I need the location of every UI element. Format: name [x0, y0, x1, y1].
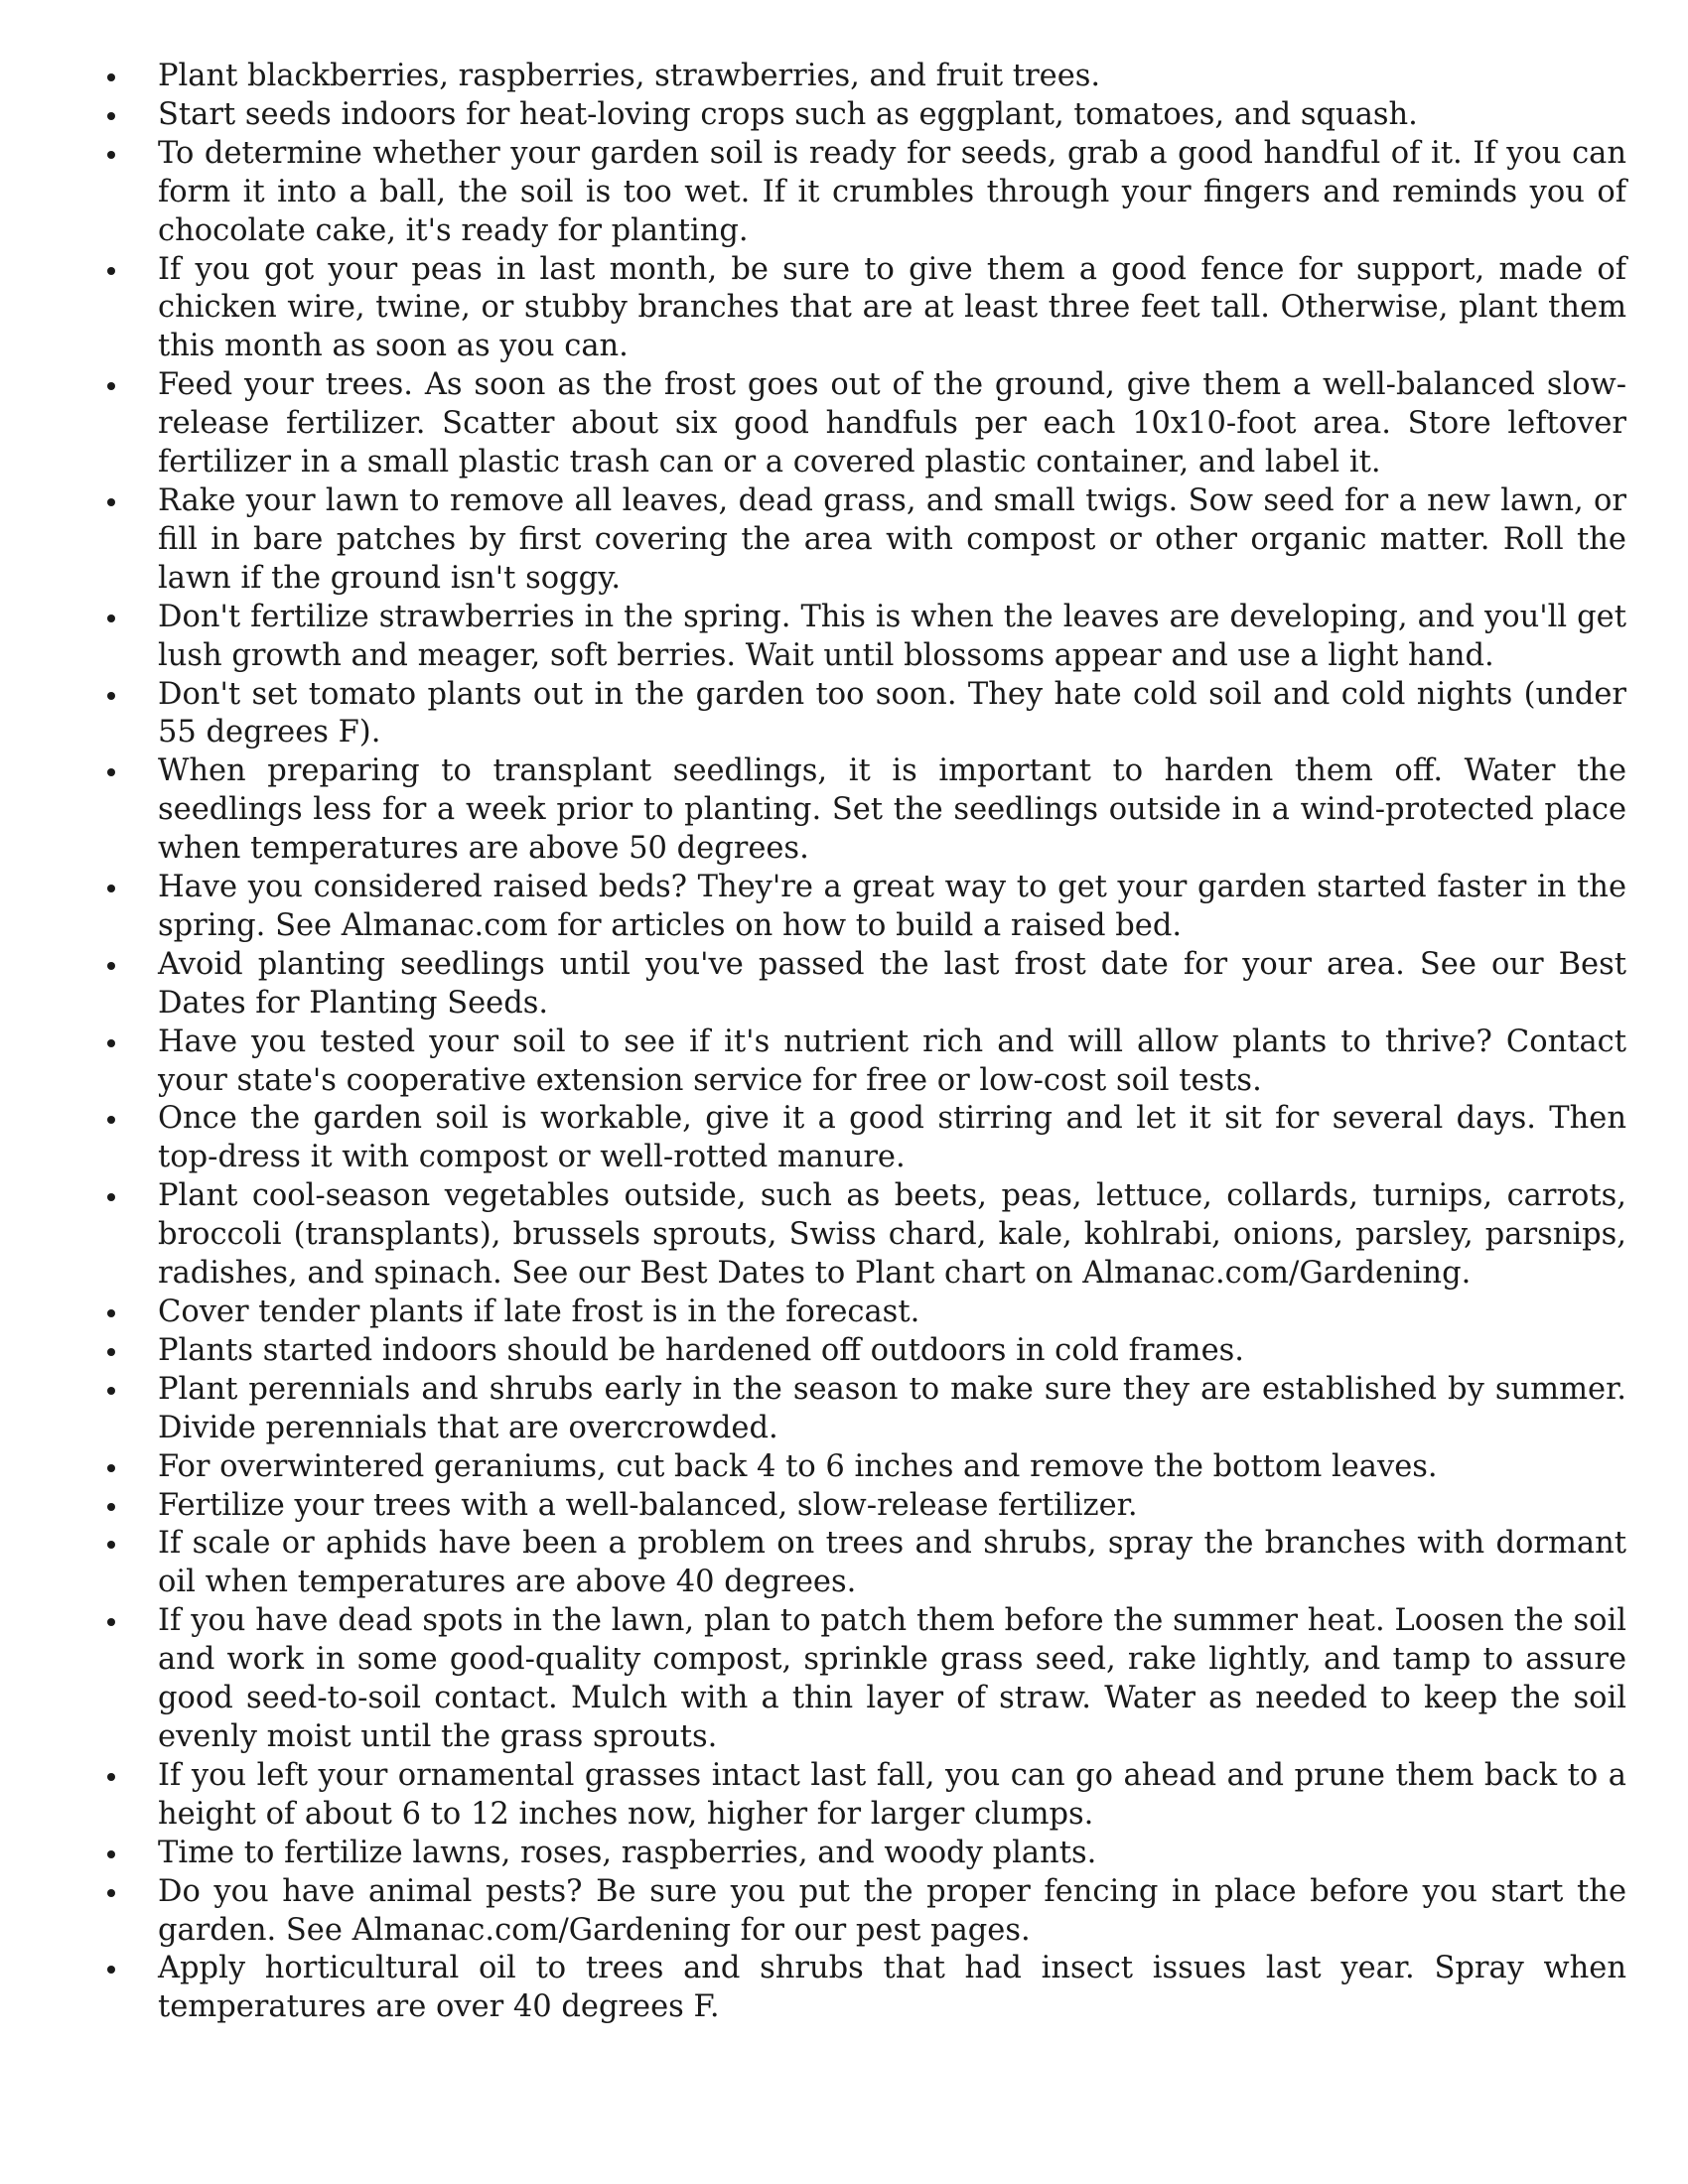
bullet-icon — [107, 768, 115, 776]
bullet-icon — [107, 498, 115, 506]
tip-text: For overwintered geraniums, cut back 4 to 6 inches and remove the bottom leaves. — [158, 1448, 1438, 1484]
tip-text: If scale or aphids have been a problem on trees and shrubs, spray the branches with dormant oil when temperatures are above 40 degrees. — [158, 1526, 1626, 1600]
bullet-icon — [107, 1889, 115, 1897]
bullet-icon — [107, 1039, 115, 1047]
list-item — [107, 1448, 1626, 1487]
bullet-icon — [107, 1541, 115, 1549]
list-item — [107, 599, 1626, 676]
bullet-icon — [107, 1850, 115, 1858]
tip-text: Plants started indoors should be hardened off outdoors in cold frames. — [158, 1332, 1244, 1368]
bullet-icon — [107, 1348, 115, 1356]
list-item — [107, 1294, 1626, 1332]
list-item — [107, 1100, 1626, 1177]
bullet-icon — [107, 1618, 115, 1626]
tip-text: If you have dead spots in the lawn, plan to patch them before the summer heat. Loosen the soil and work in some good-quality compost, sprinkle grass seed, rake lightly, and tamp to assure good seed-to-soil contact. Mulch with a thin layer of straw. Water as needed to keep the soil evenly moist until the grass sprouts. — [158, 1603, 1626, 1754]
bullet-icon — [107, 151, 115, 159]
bullet-icon — [107, 1193, 115, 1201]
bullet-icon — [107, 692, 115, 700]
tip-text: Apply horticultural oil to trees and shrubs that had insect issues last year. Spray when temperatures are over 40 degrees F. — [158, 1951, 1626, 2025]
bullet-icon — [107, 73, 115, 81]
tip-text: Once the garden soil is workable, give it a good stirring and let it sit for several days. Then top-dress it with compost or well-rotted manure. — [158, 1101, 1626, 1175]
list-item — [107, 96, 1626, 135]
list-item — [107, 251, 1626, 367]
bullet-icon — [107, 962, 115, 970]
bullet-icon — [107, 1387, 115, 1395]
tip-text: Have you considered raised beds? They're a great way to get your garden started faster in the spring. See Almanac.com for articles on how to build a raised bed. — [158, 870, 1626, 943]
tip-text: Don't set tomato plants out in the garden too soon. They hate cold soil and cold nights (under 55 degrees F). — [158, 676, 1626, 751]
tip-text: Start seeds indoors for heat-loving crops such as eggplant, tomatoes, and squash. — [158, 96, 1418, 132]
tip-text: Don't fertilize strawberries in the spring. This is when the leaves are developing, and you'll get lush growth and meager, soft berries. Wait until blossoms appear and use a light hand. — [158, 599, 1626, 673]
list-item — [107, 1177, 1626, 1294]
bullet-icon — [107, 1464, 115, 1472]
tip-text: Plant perennials and shrubs early in the season to make sure they are established by summer. Divide perennials that are overcrowded. — [158, 1371, 1626, 1445]
tip-text: Have you tested your soil to see if it's nutrient rich and will allow plants to thrive? Contact your state's cooperative extension service for free or low-cost soil tests. — [158, 1024, 1626, 1098]
list-item — [107, 1757, 1626, 1835]
bullet-icon — [107, 1503, 115, 1511]
bullet-icon — [107, 1966, 115, 1974]
list-item — [107, 135, 1626, 251]
bullet-icon — [107, 1116, 115, 1124]
tip-text: If you left your ornamental grasses intact last fall, you can go ahead and prune them back to a height of about 6 to 12 inches now, higher for larger clumps. — [158, 1757, 1626, 1832]
bullet-icon — [107, 1309, 115, 1317]
tip-text: Feed your trees. As soon as the frost goes out of the ground, give them a well-balanced slow-release fertilizer. Scatter about six good handfuls per each 10x10-foot area. Store leftover fertilizer in a small plastic trash can or a covered plastic container, and label it. — [158, 367, 1626, 480]
tip-text: Plant cool-season vegetables outside, such as beets, peas, lettuce, collards, turnips, carrots, broccoli (transplants), brussels sprouts, Swiss chard, kale, kohlrabi, onions, parsley, parsnips, radishes, and spinach. See our Best Dates to Plant chart on Almanac.com/Gardening. — [158, 1178, 1626, 1292]
bullet-icon — [107, 614, 115, 622]
list-item — [107, 1950, 1626, 2027]
list-item — [107, 869, 1626, 946]
tip-text: When preparing to transplant seedlings, it is important to harden them off. Water the seedlings less for a week prior to planting. Set the seedlings outside in a wind-protected place when temperatures are above 50 degrees. — [158, 753, 1626, 867]
tip-text: Avoid planting seedlings until you've passed the last frost date for your area. See our Best Dates for Planting Seeds. — [158, 946, 1626, 1021]
tip-text: Fertilize your trees with a well-balanced, slow-release fertilizer. — [158, 1487, 1138, 1523]
list-item — [107, 1332, 1626, 1371]
tip-text: Cover tender plants if late frost is in the forecast. — [158, 1295, 920, 1329]
list-item — [107, 58, 1626, 96]
list-item — [107, 1024, 1626, 1101]
tip-text: Rake your lawn to remove all leaves, dead grass, and small twigs. Sow seed for a new lawn, or fill in bare patches by first covering the area with compost or other organic matter. Roll the lawn if the ground isn't soggy. — [158, 482, 1626, 596]
gardening-tips-list — [107, 58, 1626, 2027]
tip-text: If you got your peas in last month, be sure to give them a good fence for support, made of chicken wire, twine, or stubby branches that are at least three feet tall. Otherwise, plant them this month as soon as you can. — [158, 251, 1626, 364]
bullet-icon — [107, 112, 115, 120]
list-item — [107, 752, 1626, 869]
bullet-icon — [107, 1773, 115, 1781]
list-item — [107, 1525, 1626, 1602]
tip-text: Plant blackberries, raspberries, strawberries, and fruit trees. — [158, 59, 1101, 93]
bullet-icon — [107, 267, 115, 275]
bullet-icon — [107, 382, 115, 390]
list-item — [107, 366, 1626, 482]
list-item — [107, 1835, 1626, 1873]
list-item — [107, 1487, 1626, 1526]
tip-text: Do you have animal pests? Be sure you put the proper fencing in place before you start the garden. See Almanac.com/Gardening for our pest pages. — [158, 1873, 1626, 1948]
list-item — [107, 482, 1626, 599]
list-item — [107, 1602, 1626, 1757]
bullet-icon — [107, 885, 115, 892]
tip-text: Time to fertilize lawns, roses, raspberries, and woody plants. — [158, 1835, 1097, 1870]
list-item — [107, 1873, 1626, 1951]
list-item — [107, 946, 1626, 1024]
tip-text: To determine whether your garden soil is ready for seeds, grab a good handful of it. If you can form it into a ball, the soil is too wet. If it crumbles through your fingers and reminds you of chocolate cake, it's ready for planting. — [158, 135, 1626, 248]
list-item — [107, 676, 1626, 753]
list-item — [107, 1371, 1626, 1448]
